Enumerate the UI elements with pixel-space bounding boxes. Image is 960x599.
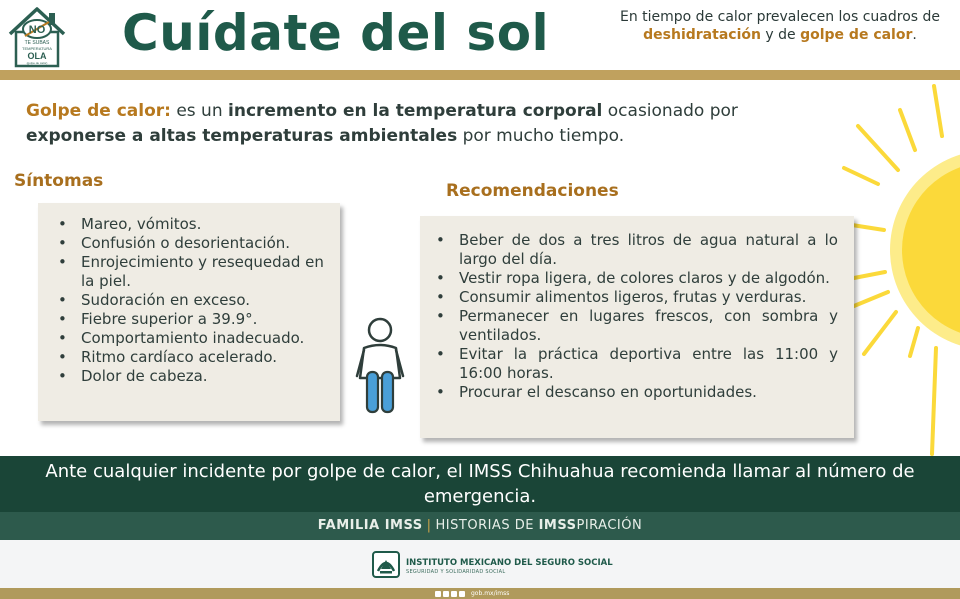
logo-small-text: (golpe de calor) <box>26 61 48 65</box>
list-item: • Dolor de cabeza. <box>58 367 328 386</box>
list-item: • Ritmo cardíaco acelerado. <box>58 348 328 367</box>
intro-text-2: ocasionado por <box>602 101 738 121</box>
list-item: • Evitar la práctica deportiva entre las 11:00 y 16:00 horas. <box>434 345 838 383</box>
brand-historias: HISTORIAS DE <box>435 518 539 533</box>
ola-logo <box>6 4 68 68</box>
intro-text-1: es un <box>170 101 229 121</box>
recommendations-heading: Recomendaciones <box>446 181 619 201</box>
list-item: • Enrojecimiento y resequedad en la piel. <box>58 253 328 291</box>
youtube-icon[interactable] <box>459 591 465 597</box>
subtitle-part1: En tiempo de calor prevalecen los cuadros de <box>619 9 941 25</box>
brand-bar <box>0 512 960 540</box>
subtitle-part2: y de <box>760 27 801 43</box>
header-divider <box>0 70 960 80</box>
subtitle-part3: . <box>912 27 917 43</box>
list-item: • Confusión o desorientación. <box>58 234 328 253</box>
subtitle-highlight-heatstroke: golpe de calor <box>800 27 913 43</box>
banner-text: Ante cualquier incidente por golpe de calor, el IMSS Chihuahua recomienda llamar al número de emergencia. <box>45 461 915 507</box>
imss-emblem <box>372 551 400 578</box>
website-link[interactable]: gob.mx/imss <box>471 590 510 597</box>
subtitle-highlight-dehydration: deshidratación <box>643 27 761 43</box>
facebook-icon[interactable] <box>435 591 441 597</box>
symptoms-heading: Síntomas <box>14 171 104 191</box>
social-links <box>435 589 509 598</box>
logo-ola-text: OLA <box>27 51 47 61</box>
list-item: • Fiebre superior a 39.9°. <box>58 310 328 329</box>
imss-eagle-icon <box>372 551 400 578</box>
list-item: • Mareo, vómitos. <box>58 215 328 234</box>
page-title: Cuídate del sol <box>122 4 550 62</box>
symptoms-list <box>58 215 328 386</box>
logo-no-text: NO <box>28 24 46 36</box>
emergency-banner <box>0 456 960 512</box>
recommendations-list <box>434 231 838 402</box>
imss-tagline: SEGURIDAD Y SOLIDARIDAD SOCIAL <box>406 569 506 575</box>
instagram-icon[interactable] <box>451 591 457 597</box>
twitter-icon[interactable] <box>443 591 449 597</box>
list-item: • Comportamiento inadecuado. <box>58 329 328 348</box>
brand-familia-imss: FAMILIA IMSS <box>317 518 423 533</box>
list-item: • Procurar el descanso en oportunidades. <box>434 383 838 402</box>
header-subtitle <box>612 8 948 44</box>
intro-bold-2: exponerse a altas temperaturas ambientales <box>26 126 458 146</box>
brand-imss: IMSS <box>538 518 577 533</box>
imss-institution-name: INSTITUTO MEXICANO DEL SEGURO SOCIAL <box>406 558 613 568</box>
list-item: • Consumir alimentos ligeros, frutas y verduras. <box>434 288 838 307</box>
intro-bold-1: incremento en la temperatura corporal <box>228 101 603 121</box>
intro-term: Golpe de calor: <box>26 101 171 121</box>
list-item: • Sudoración en exceso. <box>58 291 328 310</box>
house-logo-icon <box>6 4 68 68</box>
person-icon <box>352 316 408 416</box>
list-item: • Permanecer en lugares frescos, con sombra y ventilados. <box>434 307 838 345</box>
person-illustration <box>352 316 408 416</box>
intro-definition <box>26 99 811 149</box>
bottom-bar <box>0 588 960 599</box>
brand-text <box>0 518 960 533</box>
list-item: • Beber de dos a tres litros de agua natural a lo largo del día. <box>434 231 838 269</box>
brand-piracion: PIRACIÓN <box>576 518 643 533</box>
recommendations-card <box>420 216 854 438</box>
intro-text-3: por mucho tiempo. <box>457 126 625 146</box>
logo-line1: TE SUBAS <box>24 40 50 46</box>
logo-line2: TEMPERATURA <box>22 46 52 51</box>
list-item: • Vestir ropa ligera, de colores claros y de algodón. <box>434 269 838 288</box>
symptoms-card <box>38 203 340 421</box>
brand-separator: | <box>426 518 432 533</box>
